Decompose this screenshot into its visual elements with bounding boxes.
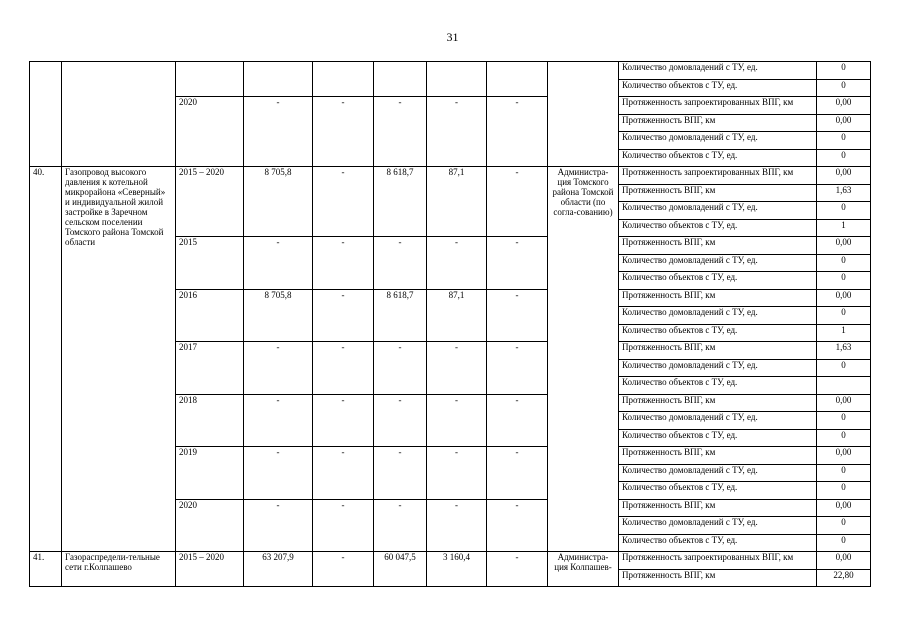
amount-cell: 60 047,5	[374, 552, 427, 587]
indicator-value: 0,00	[817, 447, 871, 465]
amount-cell: 8 705,8	[244, 289, 313, 342]
amount-cell	[244, 62, 313, 97]
indicator-value: 0	[817, 254, 871, 272]
indicator-label: Протяженность запроектированных ВПГ, км	[619, 97, 817, 115]
indicator-label: Количество домовладений с ТУ, ед.	[619, 412, 817, 430]
year-cell: 2015	[176, 237, 244, 290]
amount-cell: 87,1	[427, 167, 487, 237]
indicator-label: Протяженность ВПГ, км	[619, 569, 817, 587]
amount-cell: 3 160,4	[427, 552, 487, 587]
amount-cell: -	[487, 552, 548, 587]
amount-cell: -	[427, 394, 487, 447]
indicator-value: 0	[817, 202, 871, 220]
indicator-value: 1,63	[817, 342, 871, 360]
amount-cell: -	[427, 97, 487, 167]
amount-cell: -	[313, 167, 374, 237]
indicator-value: 0	[817, 517, 871, 535]
indicator-label: Количество объектов с ТУ, ед.	[619, 377, 817, 395]
indicator-label: Протяженность ВПГ, км	[619, 237, 817, 255]
indicator-label: Протяженность ВПГ, км	[619, 289, 817, 307]
indicator-value: 0,00	[817, 552, 871, 570]
amount-cell: -	[313, 499, 374, 552]
year-cell: 2020	[176, 97, 244, 167]
amount-cell	[487, 62, 548, 97]
year-cell: 2020	[176, 499, 244, 552]
amount-cell: -	[487, 97, 548, 167]
item-number: 41.	[30, 552, 62, 587]
amount-cell: 87,1	[427, 289, 487, 342]
indicator-value: 0	[817, 62, 871, 80]
table-row	[30, 62, 871, 80]
indicator-label: Протяженность запроектированных ВПГ, км	[619, 167, 817, 185]
amount-cell: -	[313, 552, 374, 587]
amount-cell: -	[244, 97, 313, 167]
indicator-label: Количество объектов с ТУ, ед.	[619, 429, 817, 447]
executor-cell: Администра-ция Колпашев-	[548, 552, 619, 587]
amount-cell: -	[313, 342, 374, 395]
amount-cell: 63 207,9	[244, 552, 313, 587]
amount-cell: -	[313, 97, 374, 167]
amount-cell: -	[487, 167, 548, 237]
indicator-value: 0	[817, 132, 871, 150]
executor-cell: Администра-ция Томского района Томской области (по согла-сованию)	[548, 167, 619, 552]
indicator-value: 1,63	[817, 184, 871, 202]
indicator-value: 0,00	[817, 237, 871, 255]
amount-cell: -	[487, 447, 548, 500]
indicator-label: Протяженность ВПГ, км	[619, 447, 817, 465]
indicator-value: 0,00	[817, 289, 871, 307]
amount-cell	[313, 62, 374, 97]
amount-cell: 8 618,7	[374, 167, 427, 237]
amount-cell: -	[313, 237, 374, 290]
amount-cell: -	[487, 342, 548, 395]
indicator-value: 0	[817, 482, 871, 500]
indicator-value: 0	[817, 79, 871, 97]
indicator-label: Количество объектов с ТУ, ед.	[619, 79, 817, 97]
amount-cell: -	[487, 499, 548, 552]
amount-cell: -	[374, 237, 427, 290]
indicator-value: 0,00	[817, 499, 871, 517]
indicator-label: Протяженность ВПГ, км	[619, 499, 817, 517]
indicator-value: 0	[817, 149, 871, 167]
amount-cell: -	[313, 289, 374, 342]
year-cell	[176, 62, 244, 97]
indicator-label: Количество домовладений с ТУ, ед.	[619, 132, 817, 150]
year-cell: 2019	[176, 447, 244, 500]
amount-cell: -	[244, 447, 313, 500]
indicator-value	[817, 377, 871, 395]
indicator-value: 0	[817, 359, 871, 377]
amount-cell: 8 618,7	[374, 289, 427, 342]
name-cell	[62, 62, 176, 167]
year-cell: 2015 – 2020	[176, 552, 244, 587]
amount-cell: -	[487, 237, 548, 290]
table-body	[30, 62, 871, 587]
executor-cell	[548, 62, 619, 167]
amount-cell: -	[427, 237, 487, 290]
item-name: Газопровод высокого давления к котельной микрорайона «Северный» и индивидуальной жилой застройке в Заречном сельском поселении Томского района Томской области	[62, 167, 176, 552]
indicator-value: 0,00	[817, 394, 871, 412]
amount-cell: -	[374, 97, 427, 167]
indicator-value: 0	[817, 464, 871, 482]
indicator-label: Количество объектов с ТУ, ед.	[619, 149, 817, 167]
amount-cell: -	[427, 342, 487, 395]
indicator-label: Протяженность ВПГ, км	[619, 342, 817, 360]
amount-cell: -	[313, 447, 374, 500]
amount-cell: -	[244, 499, 313, 552]
indicator-value: 0,00	[817, 167, 871, 185]
amount-cell: -	[374, 342, 427, 395]
gas-program-table	[29, 61, 871, 587]
indicator-label: Количество объектов с ТУ, ед.	[619, 482, 817, 500]
amount-cell: -	[244, 394, 313, 447]
item-number: 40.	[30, 167, 62, 552]
amount-cell	[374, 62, 427, 97]
indicator-value: 0	[817, 272, 871, 290]
year-cell: 2017	[176, 342, 244, 395]
table-row	[30, 167, 871, 185]
indicator-label: Количество объектов с ТУ, ед.	[619, 272, 817, 290]
indicator-value: 0	[817, 307, 871, 325]
indicator-label: Количество домовладений с ТУ, ед.	[619, 307, 817, 325]
indicator-label: Протяженность ВПГ, км	[619, 394, 817, 412]
year-cell: 2016	[176, 289, 244, 342]
indicator-label: Количество объектов с ТУ, ед.	[619, 324, 817, 342]
amount-cell: -	[427, 447, 487, 500]
indicator-value: 0	[817, 429, 871, 447]
year-cell: 2015 – 2020	[176, 167, 244, 237]
indicator-value: 0	[817, 412, 871, 430]
indicator-value: 0,00	[817, 114, 871, 132]
year-cell: 2018	[176, 394, 244, 447]
indicator-label: Количество объектов с ТУ, ед.	[619, 219, 817, 237]
indicator-label: Количество домовладений с ТУ, ед.	[619, 62, 817, 80]
indicator-label: Протяженность запроектированных ВПГ, км	[619, 552, 817, 570]
indicator-label: Протяженность ВПГ, км	[619, 114, 817, 132]
indicator-value: 1	[817, 324, 871, 342]
amount-cell: -	[244, 237, 313, 290]
amount-cell: -	[374, 394, 427, 447]
indicator-label: Количество домовладений с ТУ, ед.	[619, 359, 817, 377]
indicator-label: Количество домовладений с ТУ, ед.	[619, 517, 817, 535]
amount-cell: -	[427, 499, 487, 552]
indicator-value: 1	[817, 219, 871, 237]
amount-cell: -	[374, 499, 427, 552]
indicator-value: 22,80	[817, 569, 871, 587]
indicator-label: Количество объектов с ТУ, ед.	[619, 534, 817, 552]
indicator-label: Количество домовладений с ТУ, ед.	[619, 464, 817, 482]
number-cell	[30, 62, 62, 167]
indicator-value: 0,00	[817, 97, 871, 115]
indicator-label: Количество домовладений с ТУ, ед.	[619, 202, 817, 220]
table-row	[30, 552, 871, 570]
amount-cell: -	[487, 394, 548, 447]
indicator-label: Количество домовладений с ТУ, ед.	[619, 254, 817, 272]
page-number: 31	[446, 30, 459, 44]
indicator-label: Протяженность ВПГ, км	[619, 184, 817, 202]
amount-cell	[427, 62, 487, 97]
amount-cell: -	[374, 447, 427, 500]
amount-cell: -	[313, 394, 374, 447]
amount-cell: -	[487, 289, 548, 342]
indicator-value: 0	[817, 534, 871, 552]
amount-cell: -	[244, 342, 313, 395]
item-name: Газораспредели-тельные сети г.Колпашево	[62, 552, 176, 587]
amount-cell: 8 705,8	[244, 167, 313, 237]
